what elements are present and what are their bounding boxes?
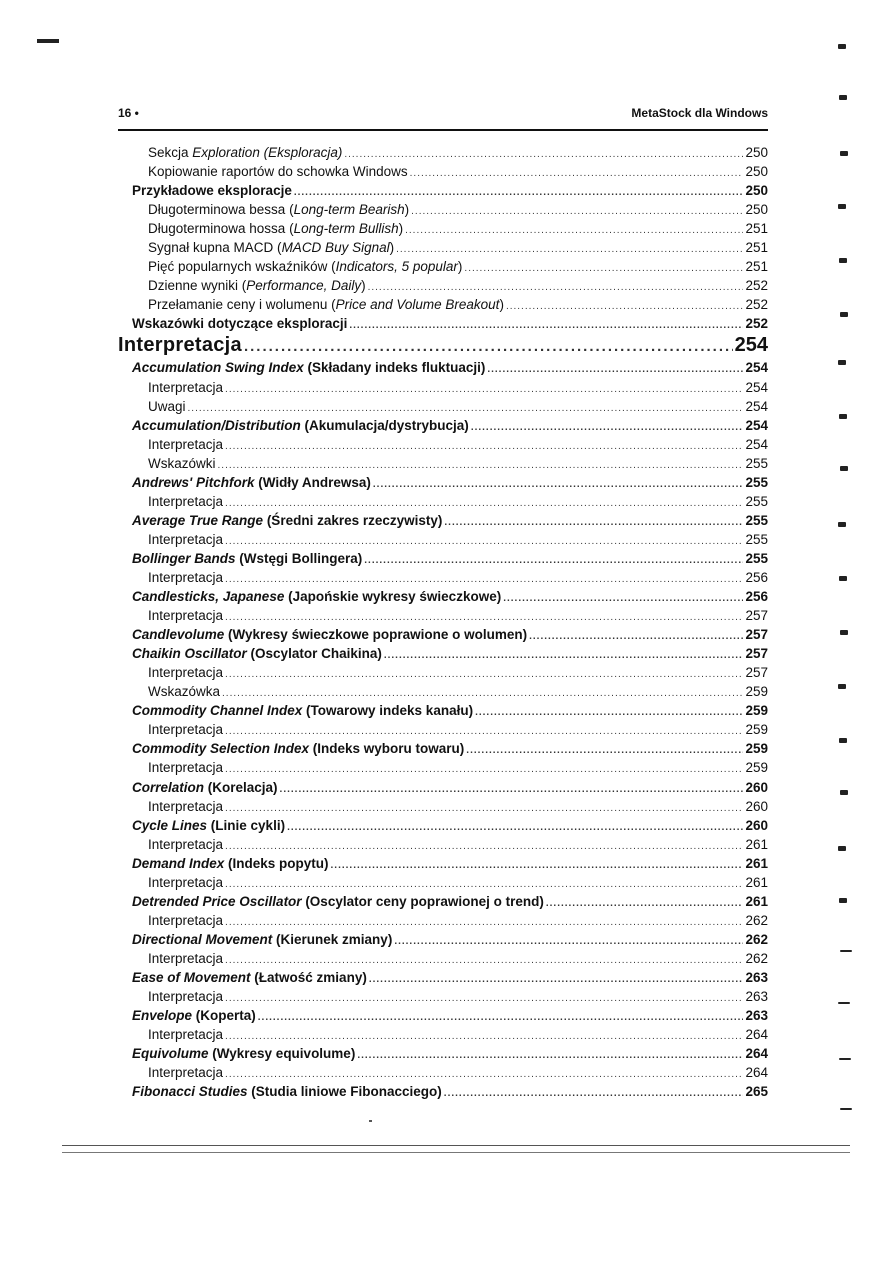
leader-dots [225, 665, 743, 684]
footer-rule-lower [62, 1152, 850, 1153]
toc-entry-tail: ) [398, 221, 404, 237]
toc-page-number: 259 [745, 703, 768, 719]
toc-entry-pl: (Towarowy indeks kanału) [302, 703, 474, 719]
toc-entry-tail: ) [404, 202, 410, 218]
scan-mark [838, 522, 846, 527]
toc-entry-en-after: Price and Volume Breakout [335, 297, 500, 313]
toc-page-number: 256 [745, 569, 768, 585]
toc-page-number: 265 [745, 1084, 768, 1100]
toc-entry-label [132, 854, 329, 873]
toc-page-number: 255 [745, 474, 768, 490]
scan-mark [839, 576, 847, 581]
toc-entry-text: Interpretacja [148, 912, 224, 928]
scan-mark [839, 414, 847, 419]
toc-page-number: 257 [745, 646, 768, 662]
toc-page-number: 263 [745, 989, 768, 1005]
toc-entry-label [148, 143, 342, 162]
toc-entry-en-after: Performance, Daily [246, 278, 362, 294]
leader-dots [225, 380, 743, 399]
toc-entry-text: Przykładowe eksploracje [132, 183, 292, 199]
scan-mark [839, 738, 847, 743]
toc-entry-label [148, 797, 223, 816]
toc-entry-text: Interpretacja [148, 493, 224, 509]
page-header [118, 106, 768, 124]
toc-page-number: 255 [745, 512, 768, 528]
toc-entry-pl: Długoterminowa hossa ( [148, 221, 294, 237]
toc-entry-label [148, 568, 223, 587]
toc-section [118, 549, 768, 568]
toc-entry-en: Chaikin Oscillator [132, 646, 247, 662]
toc-entry-label [132, 314, 347, 333]
toc-entry-en: Candlevolume [132, 627, 225, 643]
toc-entry-label [148, 200, 409, 219]
toc-entry-label [132, 644, 382, 663]
toc-entry-tail: ) [361, 278, 366, 294]
toc-section [118, 701, 768, 720]
toc-entry-label [148, 162, 408, 181]
toc-page-number: 252 [745, 297, 768, 313]
toc-page-number: 254 [745, 379, 768, 395]
toc-entry-pl: (Wstęgi Bollingera) [235, 550, 363, 566]
toc-entry-en: Fibonacci Studies [132, 1084, 248, 1100]
toc-entry-text: Interpretacja [148, 1027, 224, 1043]
toc-entry-pl: Sygnał kupna MACD ( [148, 240, 282, 256]
toc-subsection [118, 568, 768, 587]
toc-subsection [118, 200, 768, 219]
toc-page-number: 264 [745, 1065, 768, 1081]
toc-subsection [118, 397, 768, 416]
leader-dots [244, 334, 733, 359]
toc-section [118, 473, 768, 492]
toc-subsection [118, 276, 768, 295]
toc-page-number: 263 [745, 1008, 768, 1024]
toc-section [118, 625, 768, 644]
toc-entry-en-after: Long-term Bearish [293, 202, 405, 218]
toc-section [118, 181, 768, 200]
toc-entry-label [148, 435, 223, 454]
toc-entry-pl: Pięć popularnych wskaźników ( [148, 259, 336, 275]
toc-subsection [118, 606, 768, 625]
leader-dots [410, 164, 744, 183]
toc-chapter [118, 333, 768, 358]
toc-entry-label [148, 257, 462, 276]
toc-entry-tail: ) [457, 259, 463, 275]
leader-dots [506, 297, 744, 316]
toc-entry-text: Interpretacja [148, 608, 224, 624]
toc-entry-label [132, 892, 544, 911]
toc-entry-label [132, 778, 278, 797]
toc-entry-en: Candlesticks, Japanese [132, 589, 285, 605]
toc-entry-label [132, 816, 285, 835]
toc-entry-text: Interpretacja [118, 334, 242, 357]
toc-section [118, 314, 768, 333]
scan-mark [838, 360, 846, 365]
toc-entry-pl: (Średni zakres rzeczywisty) [263, 512, 443, 528]
toc-entry-label [148, 835, 223, 854]
toc-entry-label [132, 587, 501, 606]
toc-page-number: 252 [745, 316, 768, 332]
toc-entry-text: Interpretacja [148, 836, 224, 852]
leader-dots [471, 418, 744, 437]
scan-artifact-dash [37, 39, 59, 43]
toc-entry-en: Accumulation/Distribution [132, 417, 301, 433]
leader-dots [405, 221, 743, 240]
toc-page-number: 256 [745, 589, 768, 605]
toc-entry-en: Commodity Channel Index [132, 703, 303, 719]
toc-section [118, 1044, 768, 1063]
toc-entry-en: Correlation [132, 779, 205, 795]
toc-entry-label [148, 949, 223, 968]
toc-entry-text: Interpretacja [148, 379, 224, 395]
toc-entry-en: Envelope [132, 1008, 193, 1024]
toc-page-number: 261 [745, 874, 768, 890]
toc-entry-text: Interpretacja [148, 722, 224, 738]
toc-entry-en: Bollinger Bands [132, 550, 236, 566]
toc-page-number: 261 [745, 893, 768, 909]
toc-entry-label [132, 549, 362, 568]
toc-entry-en: Accumulation Swing Index [132, 360, 304, 376]
toc-entry-pl: (Widły Andrewsa) [254, 474, 371, 490]
scan-mark [840, 466, 848, 471]
toc-section [118, 778, 768, 797]
toc-page-number: 254 [745, 436, 768, 452]
toc-entry-label [132, 473, 371, 492]
leader-dots [364, 551, 743, 570]
toc-page-number: 259 [745, 760, 768, 776]
toc-subsection [118, 257, 768, 276]
scan-mark [840, 950, 852, 952]
toc-subsection [118, 530, 768, 549]
toc-entry-pl: (Wykresy equivolume) [208, 1046, 356, 1062]
toc-section [118, 816, 768, 835]
toc-entry-label [148, 758, 223, 777]
toc-entry-label [148, 397, 186, 416]
toc-entry-label [132, 358, 485, 377]
toc-page-number: 261 [745, 836, 768, 852]
header-rule [118, 129, 768, 131]
toc-entry-pl: (Kierunek zmiany) [272, 931, 393, 947]
leader-dots [225, 989, 743, 1008]
leader-dots [373, 475, 744, 494]
toc-page-number: 254 [734, 334, 768, 357]
toc-entry-label [148, 276, 366, 295]
toc-page-number: 250 [745, 183, 768, 199]
scan-mark [839, 1058, 851, 1060]
scan-mark [840, 151, 848, 156]
footer-rule-upper [62, 1145, 850, 1146]
toc-entry-label [132, 1044, 355, 1063]
scan-mark [838, 1002, 850, 1004]
toc-section [118, 1006, 768, 1025]
toc-page-number: 259 [745, 722, 768, 738]
scan-mark [839, 898, 847, 903]
toc-section [118, 1082, 768, 1101]
toc-page-number: 250 [745, 202, 768, 218]
toc-subsection [118, 295, 768, 314]
toc-page-number: 254 [745, 417, 768, 433]
toc-subsection [118, 835, 768, 854]
toc-entry-en: Andrews' Pitchfork [132, 474, 255, 490]
toc-entry-label [148, 238, 394, 257]
page-number: 16 • [118, 106, 139, 120]
toc-entry-label [132, 1006, 256, 1025]
toc-entry-text: Interpretacja [148, 798, 224, 814]
toc-page-number: 259 [745, 684, 768, 700]
toc-entry-label [148, 873, 223, 892]
leader-dots [384, 646, 744, 665]
toc-entry-label [148, 492, 223, 511]
leader-dots [331, 856, 744, 875]
toc-entry-en: Demand Index [132, 855, 225, 871]
toc-entry-label [132, 511, 442, 530]
toc-section [118, 644, 768, 663]
toc-entry-en-after: Exploration (Eksploracja) [192, 145, 343, 160]
toc-section [118, 739, 768, 758]
toc-entry-pl: (Indeks wyboru towaru) [309, 741, 465, 757]
toc-subsection [118, 758, 768, 777]
toc-entry-pl: (Indeks popytu) [224, 855, 329, 871]
toc-section [118, 416, 768, 435]
toc-page-number: 262 [745, 950, 768, 966]
toc-subsection [118, 663, 768, 682]
toc-subsection [118, 143, 768, 162]
toc-entry-pl: (Studia liniowe Fibonacciego) [247, 1084, 442, 1100]
leader-dots [503, 589, 743, 608]
toc-entry-label [132, 181, 292, 200]
leader-dots [466, 741, 743, 760]
scan-mark [839, 95, 847, 100]
toc-entry-en: Commodity Selection Index [132, 741, 310, 757]
toc-entry-text: Interpretacja [148, 989, 224, 1005]
toc-entry-en: Average True Range [132, 512, 264, 528]
toc-page-number: 255 [745, 550, 768, 566]
toc-page-number: 255 [745, 531, 768, 547]
toc-entry-label [148, 720, 223, 739]
scan-mark [838, 684, 846, 689]
toc-entry-label [118, 333, 242, 358]
toc-subsection [118, 911, 768, 930]
toc-page-number: 250 [745, 164, 768, 180]
toc-entry-en: Cycle Lines [132, 817, 208, 833]
toc-entry-text: Interpretacja [148, 569, 224, 585]
toc-entry-en: Equivolume [132, 1046, 209, 1062]
toc-entry-pl: Dzienne wyniki ( [148, 278, 247, 294]
toc-entry-text: Wskazówki [148, 455, 216, 471]
toc-entry-pl: (Japońskie wykresy świeczkowe) [284, 589, 502, 605]
toc-entry-text: Interpretacja [148, 760, 224, 776]
toc-entry-pl: (Oscylator Chaikina) [246, 646, 382, 662]
toc-entry-label [148, 606, 223, 625]
leader-dots [444, 1084, 744, 1103]
toc-entry-label [132, 930, 392, 949]
toc-page-number: 259 [745, 741, 768, 757]
toc-entry-label [148, 911, 223, 930]
toc-page-number: 257 [745, 665, 768, 681]
scan-mark [840, 630, 848, 635]
leader-dots [411, 202, 743, 221]
toc-entry-label [132, 701, 473, 720]
toc-entry-label [132, 1082, 442, 1101]
toc-page-number: 257 [745, 608, 768, 624]
leader-dots [225, 799, 743, 818]
toc-entry-pl: (Składany indeks fluktuacji) [303, 360, 486, 376]
toc-subsection [118, 162, 768, 181]
toc-entry-pl: (Koperta) [192, 1008, 256, 1024]
toc-entry-en: Ease of Movement [132, 969, 251, 985]
leader-dots [464, 259, 743, 278]
toc-entry-label [148, 530, 223, 549]
scan-mark [838, 44, 846, 49]
toc-entry-pl: (Akumulacja/dystrybucja) [300, 417, 469, 433]
toc-page-number: 254 [745, 360, 768, 376]
toc-section [118, 854, 768, 873]
toc-entry-pl: Sekcja [148, 145, 193, 160]
toc-subsection [118, 949, 768, 968]
toc-page-number: 254 [745, 398, 768, 414]
toc-entry-pl: Przełamanie ceny i wolumenu ( [148, 297, 336, 313]
leader-dots [357, 1046, 743, 1065]
toc-page-number: 264 [745, 1027, 768, 1043]
toc-entry-text: Interpretacja [148, 665, 224, 681]
toc-entry-label [132, 739, 464, 758]
toc-entry-label [148, 219, 403, 238]
toc-page-number: 251 [745, 259, 768, 275]
leader-dots [529, 627, 743, 646]
scan-mark [840, 312, 848, 317]
toc-subsection [118, 873, 768, 892]
leader-dots [475, 703, 743, 722]
toc-page-number: 257 [745, 627, 768, 643]
scan-mark [838, 846, 846, 851]
toc-subsection [118, 987, 768, 1006]
toc-entry-text: Interpretacja [148, 874, 224, 890]
toc-subsection [118, 219, 768, 238]
scan-mark [838, 204, 846, 209]
scan-mark [840, 1108, 852, 1110]
toc-section [118, 587, 768, 606]
running-title: MetaStock dla Windows [631, 106, 768, 120]
toc-page-number: 261 [745, 855, 768, 871]
toc-page-number: 255 [745, 493, 768, 509]
toc-page-number: 260 [745, 817, 768, 833]
toc-subsection [118, 682, 768, 701]
toc-subsection [118, 1063, 768, 1082]
toc-section [118, 892, 768, 911]
toc-page-number: 260 [745, 779, 768, 795]
toc-entry-pl: Długoterminowa bessa ( [148, 202, 294, 218]
leader-dots [258, 1008, 744, 1027]
toc-entry-label [148, 987, 223, 1006]
toc-section [118, 511, 768, 530]
toc-entry-text: Interpretacja [148, 1065, 224, 1081]
toc-entry-tail: ) [499, 297, 504, 313]
toc-entry-label [148, 1063, 223, 1082]
toc-entry-text: Wskazówka [148, 684, 221, 700]
toc-section [118, 968, 768, 987]
toc-entry-text: Interpretacja [148, 436, 224, 452]
toc-page-number: 250 [745, 145, 768, 160]
toc-page-number: 255 [745, 455, 768, 471]
toc-entry-text: Interpretacja [148, 950, 224, 966]
leader-dots [225, 437, 743, 456]
toc-subsection [118, 454, 768, 473]
toc-entry-en-after: Indicators, 5 popular [335, 259, 458, 275]
toc-entry-label [132, 416, 469, 435]
toc-subsection [118, 720, 768, 739]
toc-subsection [118, 238, 768, 257]
leader-dots [225, 760, 743, 779]
toc-entry-text: Interpretacja [148, 531, 224, 547]
toc-entry-en: Detrended Price Oscillator [132, 893, 302, 909]
scan-mark [840, 790, 848, 795]
toc-section [118, 358, 768, 377]
toc-subsection [118, 1025, 768, 1044]
toc-subsection [118, 492, 768, 511]
toc-entry-text: Kopiowanie raportów do schowka Windows [148, 164, 408, 180]
toc-entry-label [148, 682, 220, 701]
toc-entry-text: Uwagi [148, 398, 186, 414]
toc-entry-label [148, 378, 223, 397]
toc-entry-label [132, 625, 527, 644]
toc-entry-pl: (Linie cykli) [207, 817, 286, 833]
toc-page-number: 252 [745, 278, 768, 294]
toc-entry-text: Wskazówki dotyczące eksploracji [132, 316, 348, 332]
leader-dots [287, 818, 743, 837]
toc-page-number: 262 [745, 912, 768, 928]
toc-entry-en-after: MACD Buy Signal [281, 240, 390, 256]
toc-entry-en-after: Long-term Bullish [293, 221, 399, 237]
scan-speck [369, 1120, 372, 1122]
toc-entry-tail: ) [389, 240, 395, 256]
toc-section [118, 930, 768, 949]
toc-entry-label [148, 663, 223, 682]
leader-dots [394, 932, 743, 951]
toc-page-number: 251 [745, 221, 768, 237]
toc-subsection [118, 378, 768, 397]
toc-page-number: 264 [745, 1046, 768, 1062]
toc-page-number: 263 [745, 969, 768, 985]
leader-dots [369, 970, 744, 989]
toc-entry-pl: (Wykresy świeczkowe poprawione o wolumen) [224, 627, 528, 643]
toc-entry-label [148, 1025, 223, 1044]
leader-dots [444, 513, 743, 532]
toc-page-number: 262 [745, 931, 768, 947]
toc-subsection [118, 435, 768, 454]
leader-dots [349, 316, 743, 335]
toc-entry-label [148, 295, 504, 314]
toc-page-number: 260 [745, 798, 768, 814]
scan-mark [839, 258, 847, 263]
toc-page-number: 251 [745, 240, 768, 256]
toc-entry-label [148, 454, 216, 473]
leader-dots [546, 894, 744, 913]
table-of-contents [118, 143, 768, 1101]
leader-dots [280, 780, 744, 799]
leader-dots [487, 360, 743, 379]
toc-entry-pl: (Oscylator ceny poprawionej o trend) [301, 893, 544, 909]
toc-entry-pl: (Korelacja) [204, 779, 278, 795]
toc-subsection [118, 797, 768, 816]
toc-entry-en: Directional Movement [132, 931, 273, 947]
toc-entry-label [132, 968, 367, 987]
toc-entry-pl: (Łatwość zmiany) [250, 969, 367, 985]
